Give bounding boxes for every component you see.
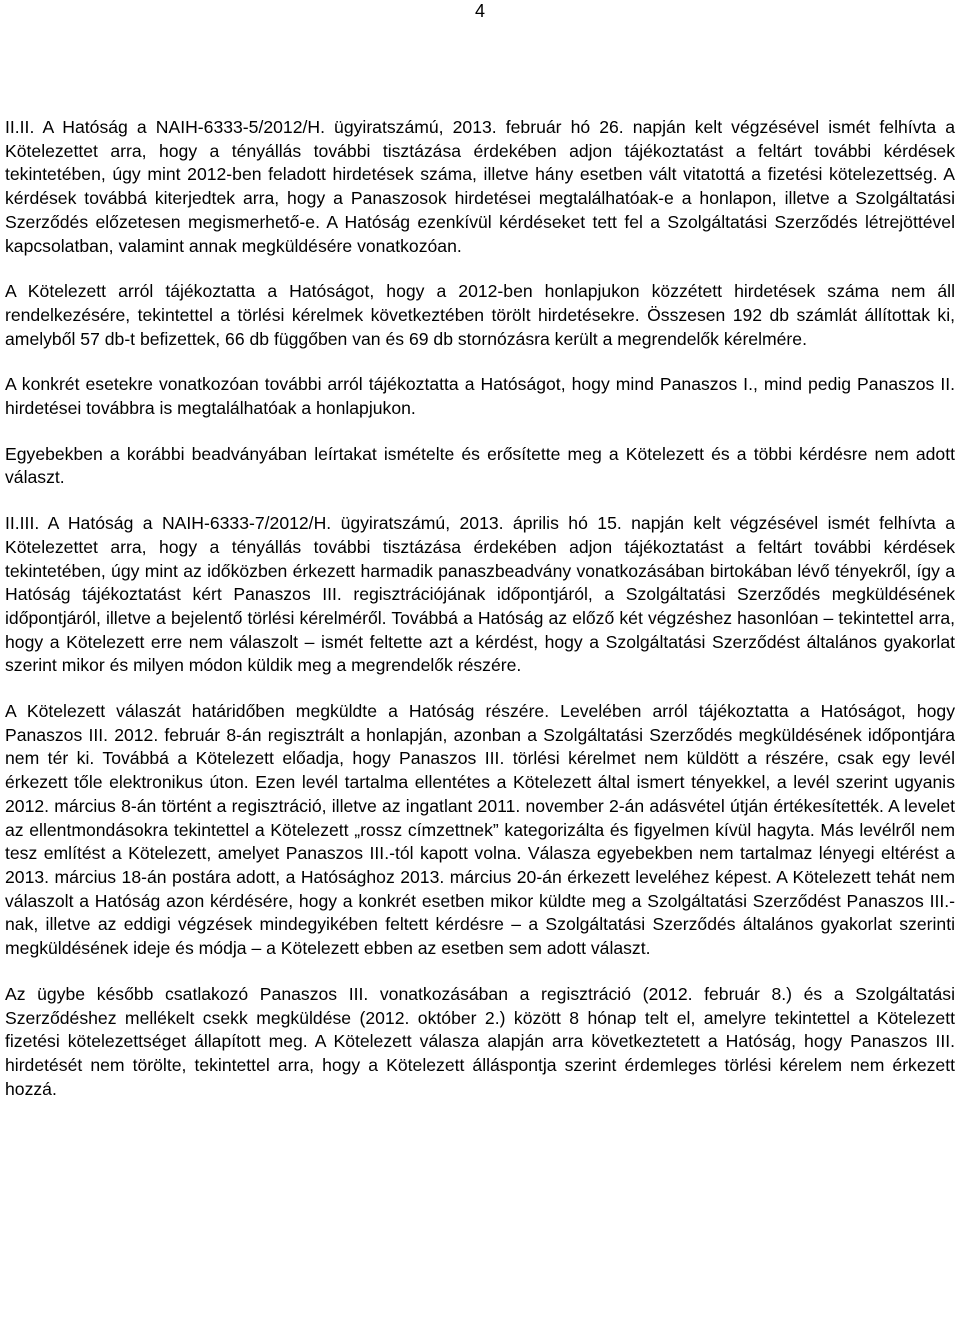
page-number: 4 (474, 1, 485, 21)
paragraph-section-2-3: II.III. A Hatóság a NAIH-6333-7/2012/H. ügyiratszámú, 2013. április hó 15. napján kelt végzésével ismét felhívta a Kötelezettet arra, hogy a tényállás további tisztázása érdekében adjon tájékoztatást a feltárt további kérdések tekintetében, úgy mint az időközben érkezett harmadik panaszbeadvány vonatkozásában birtokában lévő tényekről, így a Hatóság tájékoztatást kért Panaszos III. regisztrációjának időpontjáról, a Szolgáltatási Szerződés megküldésének időpontjáról, illetve a bejelentő törlési kérelméről. Továbbá a Hatóság az előző két végzéshez hasonlóan – tekintettel arra, hogy a Kötelezett erre nem válaszolt – ismét feltette azt a kérdést, hogy a Szolgáltatási Szerződést általános gyakorlat szerint mikor és milyen módon küldik meg a megrendelők részére. (5, 513, 955, 676)
paragraph-obligor-response: A Kötelezett válaszát határidőben megküldte a Hatóság részére. Levelében arról tájékoztatta a Hatóságot, hogy Panaszos III. 2012. február 8-án regisztrált a honlapján, azonban a Szolgáltatási Szerződés megküldésének időpontjára nem tér ki. Továbbá a Kötelezett előadja, hogy Panaszos III. törlési kérelmet nem küldött a részére, csak egy levél érkezett tőle elektronikus úton. Ezen levél tartalma ellentétes a Kötelezett által ismert tényekkel, a levél szerint ugyanis 2012. március 8-án történt a regisztráció, illetve az ingatlant 2011. november 2-án adásvétel útján értékesítették. A levelet az ellentmondásokra tekintettel a Kötelezett „rossz címzettnek” kategorizálta és figyelmen kívül hagyta. Más levélről nem tesz említést a Kötelezett, amelyet Panaszos III.-tól kapott volna. Válasza egyebekben nem tartalmaz lényegi eltérést a 2013. március 18-án postára adott, a Hatósághoz 2013. március 20-án érkezett leveléhez képest. A Kötelezett tehát nem válaszolt a Hatóság azon kérdésére, hogy a konkrét esetben mikor küldte meg a Szolgáltatási Szerződést Panaszos III.-nak, illetve az eddigi végzések mindegyikében feltett kérdésre – a Szolgáltatási Szerződés általános gyakorlat szerinti megküldésének ideje és módja – a Kötelezett ebben az esetben sem adott választ. (5, 701, 955, 959)
paragraph-invoice-summary: A Kötelezett arról tájékoztatta a Hatóságot, hogy a 2012-ben honlapjukon közzétett hirdetések száma nem áll rendelkezésére, tekintettel a törlési kérelmek következtében törölt hirdetésekre. Összesen 192 db számlát állítottak ki, amelyből 57 db-t befizettek, 66 db függőben van és 69 db stornózásra került a megrendelők kérelmére. (5, 281, 955, 349)
paragraph-specific-cases: A konkrét esetekre vonatkozóan további arról tájékoztatta a Hatóságot, hogy mind Panaszos I., mind pedig Panaszos II. hirdetései továbbra is megtalálhatóak a honlapjukon. (5, 374, 955, 419)
paragraph-otherwise: Egyebekben a korábbi beadványában leírtakat ismételte és erősítette meg a Kötelezett és a többi kérdésre nem adott választ. (5, 443, 955, 488)
paragraph-section-2-2: II.II. A Hatóság a NAIH-6333-5/2012/H. ügyiratszámú, 2013. február hó 26. napján kelt végzésével ismét felhívta a Kötelezettet arra, hogy a tényállás további tisztázása érdekében adjon tájékoztatást a feltárt további kérdések tekintetében, úgy mint 2012-ben feladott hirdetések száma, illetve hány esetben vált vitatottá a fizetési kötelezettség. A kérdések továbbá kiterjedtek arra, hogy a Panaszosok hirdetései megtalálhatóak-e a honlapon, illetve a Szolgáltatási Szerződés előzetesen megismerhető-e. A Hatóság ezenkívül kérdéseket tett fel a Szolgáltatási Szerződés létrejöttével kapcsolatban, valamint annak megküldésére vonatkozóan. (5, 117, 955, 256)
paragraph-complainant-3: Az ügybe később csatlakozó Panaszos III. vonatkozásában a regisztráció (2012. február 8.) és a Szolgáltatási Szerződéshez mellékelt csekk megküldése (2012. október 2.) között 8 hónap telt el, amelyre tekintettel a Kötelezett fizetési kötelezettséget állapított meg. A Kötelezett válasza alapján arra következtetett a Hatóság, hogy Panaszos III. hirdetését nem törölte, tekintettel arra, hogy a Kötelezett álláspontja szerint érdemleges törlési kérelem nem érkezett hozzá. (5, 983, 955, 1099)
document-body (5, 116, 955, 1123)
